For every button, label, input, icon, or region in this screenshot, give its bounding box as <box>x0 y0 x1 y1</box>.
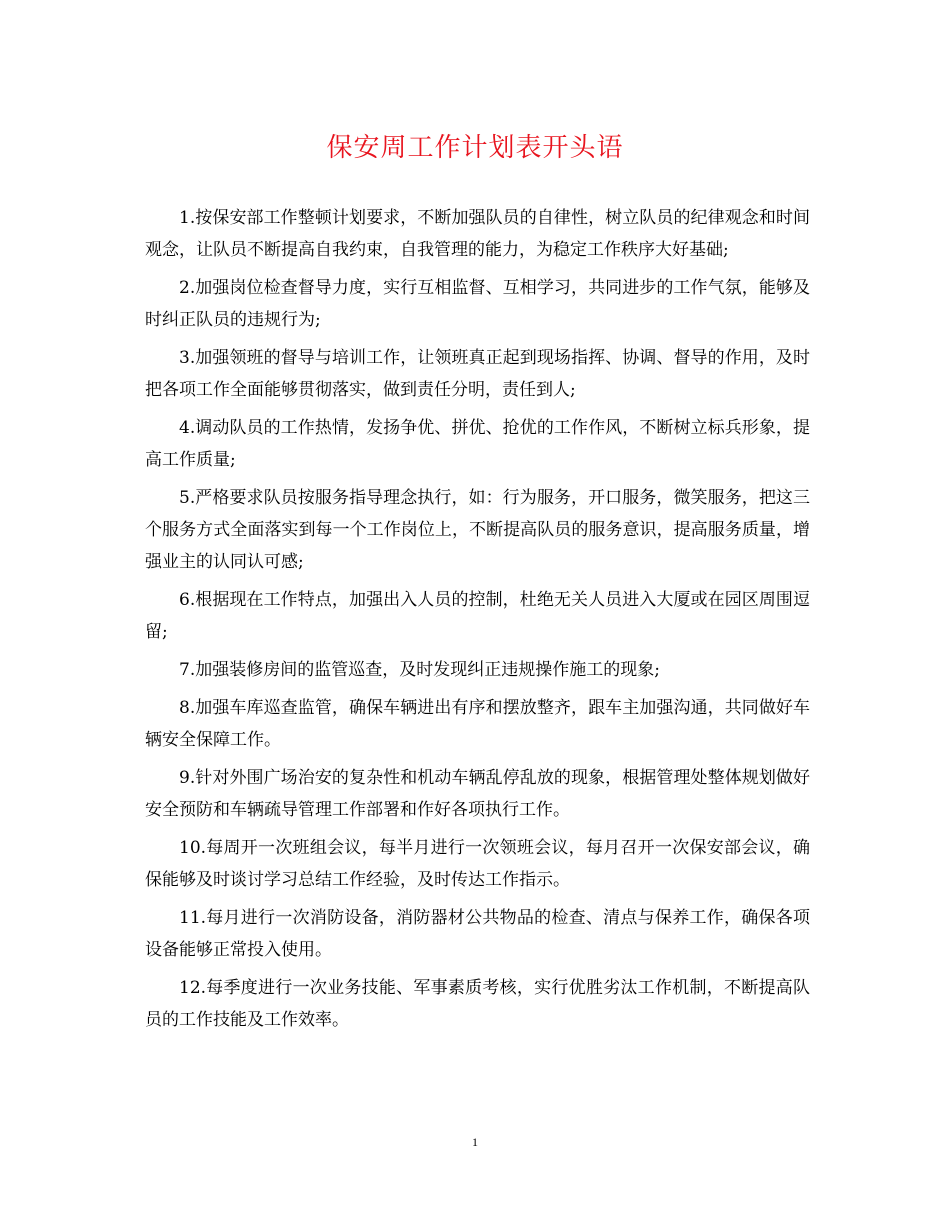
paragraph-7: 7.加强装修房间的监管巡查，及时发现纠正违规操作施工的现象; <box>179 660 660 680</box>
paragraph-11: 11.每月进行一次消防设备，消防器材公共物品的检查、清点与保养工作，确保各项设备能够正常投入使用。 <box>145 908 810 960</box>
paragraph-3: 3.加强领班的督导与培训工作，让领班真正起到现场指挥、协调、督导的作用，及时把各项工作全面能够贯彻落实，做到责任分明，责任到人; <box>145 348 810 400</box>
paragraph-1: 1.按保安部工作整顿计划要求，不断加强队员的自律性，树立队员的纪律观念和时间观念，让队员不断提高自我约束，自我管理的能力，为稳定工作秩序大好基础; <box>145 208 810 260</box>
paragraph-9: 9.针对外围广场治安的复杂性和机动车辆乱停乱放的现象，根据管理处整体规划做好安全预防和车辆疏导管理工作部署和作好各项执行工作。 <box>145 768 810 820</box>
document-title: 保安周工作计划表开头语 <box>326 133 624 163</box>
paragraph-2: 2.加强岗位检查督导力度，实行互相监督、互相学习，共同进步的工作气氛，能够及时纠正队员的违规行为; <box>145 278 810 330</box>
page-number: 1 <box>472 1135 478 1149</box>
paragraph-12: 12.每季度进行一次业务技能、军事素质考核，实行优胜劣汰工作机制，不断提高队员的工作技能及工作效率。 <box>145 978 810 1030</box>
paragraph-4: 4.调动队员的工作热情，发扬争优、拼优、抢优的工作作风，不断树立标兵形象，提高工作质量; <box>145 418 810 470</box>
paragraph-6: 6.根据现在工作特点，加强出入人员的控制，杜绝无关人员进入大厦或在园区周围逗留; <box>145 590 810 642</box>
paragraph-8: 8.加强车库巡查监管，确保车辆进出有序和摆放整齐，跟车主加强沟通，共同做好车辆安全保障工作。 <box>145 698 810 750</box>
paragraph-10: 10.每周开一次班组会议，每半月进行一次领班会议，每月召开一次保安部会议，确保能够及时谈讨学习总结工作经验，及时传达工作指示。 <box>145 838 810 890</box>
paragraph-5: 5.严格要求队员按服务指导理念执行，如：行为服务，开口服务，微笑服务，把这三个服务方式全面落实到每一个工作岗位上，不断提高队员的服务意识，提高服务质量，增强业主的认同认可感; <box>145 488 810 572</box>
document-body <box>145 202 810 1042</box>
